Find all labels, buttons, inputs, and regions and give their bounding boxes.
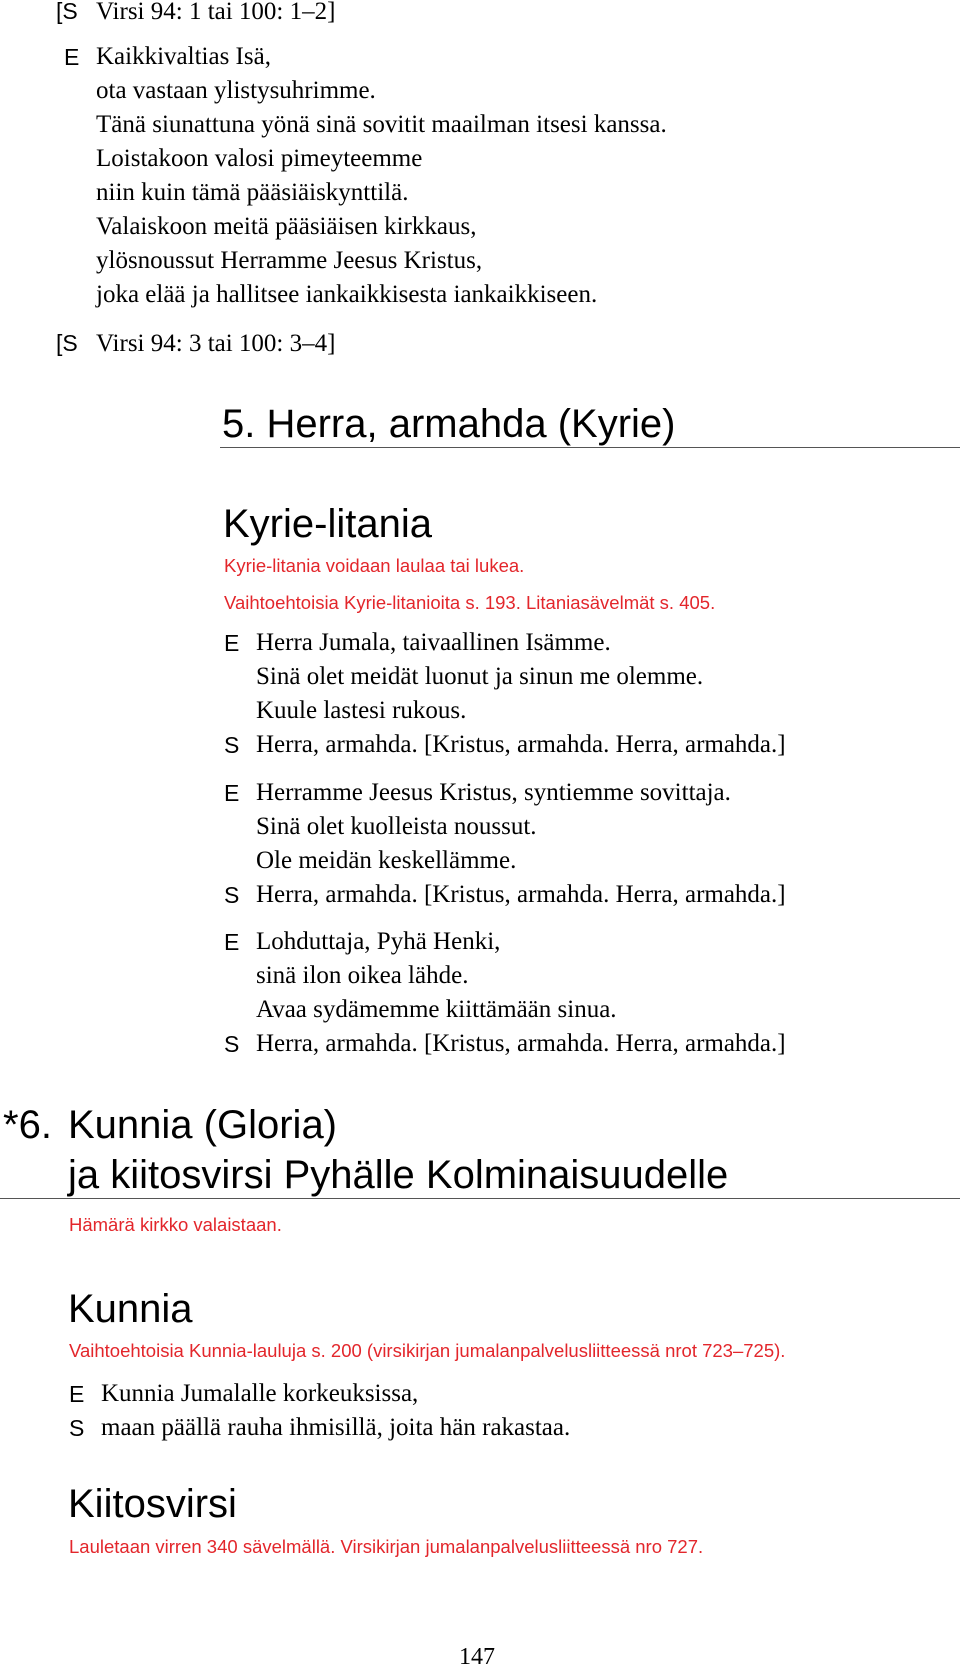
kunnia-heading: Kunnia bbox=[68, 1287, 193, 1331]
role-marker: E bbox=[64, 44, 80, 70]
rubric-text: Virsi 94: 3 tai 100: 3–4] bbox=[96, 330, 336, 357]
litany-line: Lohduttaja, Pyhä Henki, bbox=[256, 928, 501, 955]
litany-line: Herramme Jeesus Kristus, syntiemme sovittaja. bbox=[256, 779, 731, 806]
section-6-rule bbox=[0, 1198, 960, 1199]
role-marker: E bbox=[224, 630, 240, 656]
kyrie-note-1: Kyrie-litania voidaan laulaa tai lukea. bbox=[224, 555, 525, 576]
gloria-line bbox=[69, 1377, 418, 1411]
prayer-line: ota vastaan ylistysuhrimme. bbox=[96, 77, 376, 104]
kiitosvirsi-note: Lauletaan virren 340 sävelmällä. Virsikirjan jumalanpalvelusliitteessä nro 727. bbox=[69, 1536, 704, 1557]
section-6-number: *6. bbox=[3, 1103, 52, 1147]
opening-prayer bbox=[64, 40, 667, 312]
prayer-line: Loistakoon valosi pimeyteemme bbox=[96, 145, 423, 172]
prayer-line: Valaiskoon meitä pääsiäisen kirkkaus, bbox=[96, 213, 477, 240]
kiitosvirsi-heading: Kiitosvirsi bbox=[68, 1482, 237, 1526]
prayer-line: joka elää ja hallitsee iankaikkisesta iankaikkiseen. bbox=[96, 281, 598, 308]
prayer-line: Tänä siunattuna yönä sinä sovitit maailman itsesi kanssa. bbox=[96, 111, 667, 138]
rubric-hymn-1 bbox=[56, 0, 335, 29]
role-marker: E bbox=[224, 780, 240, 806]
role-marker: S bbox=[224, 732, 240, 758]
section-6-title-line-2: ja kiitosvirsi Pyhälle Kolminaisuudelle bbox=[68, 1153, 729, 1197]
rubric-hymn-2 bbox=[56, 326, 335, 361]
litany-line: Herra Jumala, taivaallinen Isämme. bbox=[256, 629, 611, 656]
litany-stanza bbox=[224, 626, 786, 762]
gloria-text: maan päällä rauha ihmisillä, joita hän rakastaa. bbox=[101, 1414, 571, 1441]
kyrie-litania-heading: Kyrie-litania bbox=[223, 502, 432, 546]
role-marker: S bbox=[224, 1031, 240, 1057]
rubric-marker: [S bbox=[56, 0, 78, 24]
litany-line: sinä ilon oikea lähde. bbox=[256, 962, 469, 989]
role-marker: E bbox=[224, 929, 240, 955]
gloria-text: Kunnia Jumalalle korkeuksissa, bbox=[101, 1380, 419, 1407]
rubric-text: Virsi 94: 1 tai 100: 1–2] bbox=[96, 0, 336, 25]
role-marker: E bbox=[69, 1381, 85, 1407]
litany-stanza bbox=[224, 776, 786, 912]
section-6-title-line-1: Kunnia (Gloria) bbox=[68, 1103, 338, 1147]
role-marker: S bbox=[69, 1415, 85, 1441]
gloria-line bbox=[69, 1411, 570, 1445]
litany-line: Kuule lastesi rukous. bbox=[256, 697, 467, 724]
kunnia-note: Vaihtoehtoisia Kunnia-lauluja s. 200 (virsikirjan jumalanpalvelusliitteessä nrot 723–725). bbox=[69, 1340, 786, 1361]
prayer-line: ylösnoussut Herramme Jeesus Kristus, bbox=[96, 247, 483, 274]
rubric-marker: [S bbox=[56, 330, 78, 356]
section-5-title: 5. Herra, armahda (Kyrie) bbox=[222, 402, 676, 446]
litany-response: Herra, armahda. [Kristus, armahda. Herra, armahda.] bbox=[256, 881, 786, 908]
kyrie-note-2: Vaihtoehtoisia Kyrie-litanioita s. 193. Litaniasävelmät s. 405. bbox=[224, 592, 716, 613]
litany-line: Avaa sydämemme kiittämään sinua. bbox=[256, 996, 617, 1023]
litany-stanza bbox=[224, 925, 786, 1061]
section-6-note: Hämärä kirkko valaistaan. bbox=[69, 1214, 282, 1235]
litany-line: Ole meidän keskellämme. bbox=[256, 847, 517, 874]
litany-response: Herra, armahda. [Kristus, armahda. Herra, armahda.] bbox=[256, 1030, 786, 1057]
prayer-line: niin kuin tämä pääsiäiskynttilä. bbox=[96, 179, 409, 206]
role-marker: S bbox=[224, 882, 240, 908]
litany-response: Herra, armahda. [Kristus, armahda. Herra, armahda.] bbox=[256, 731, 786, 758]
litany-line: Sinä olet meidät luonut ja sinun me olemme. bbox=[256, 663, 704, 690]
litany-line: Sinä olet kuolleista noussut. bbox=[256, 813, 537, 840]
page-number: 147 bbox=[459, 1644, 495, 1670]
prayer-line: Kaikkivaltias Isä, bbox=[96, 43, 271, 70]
section-5-rule bbox=[220, 447, 960, 448]
